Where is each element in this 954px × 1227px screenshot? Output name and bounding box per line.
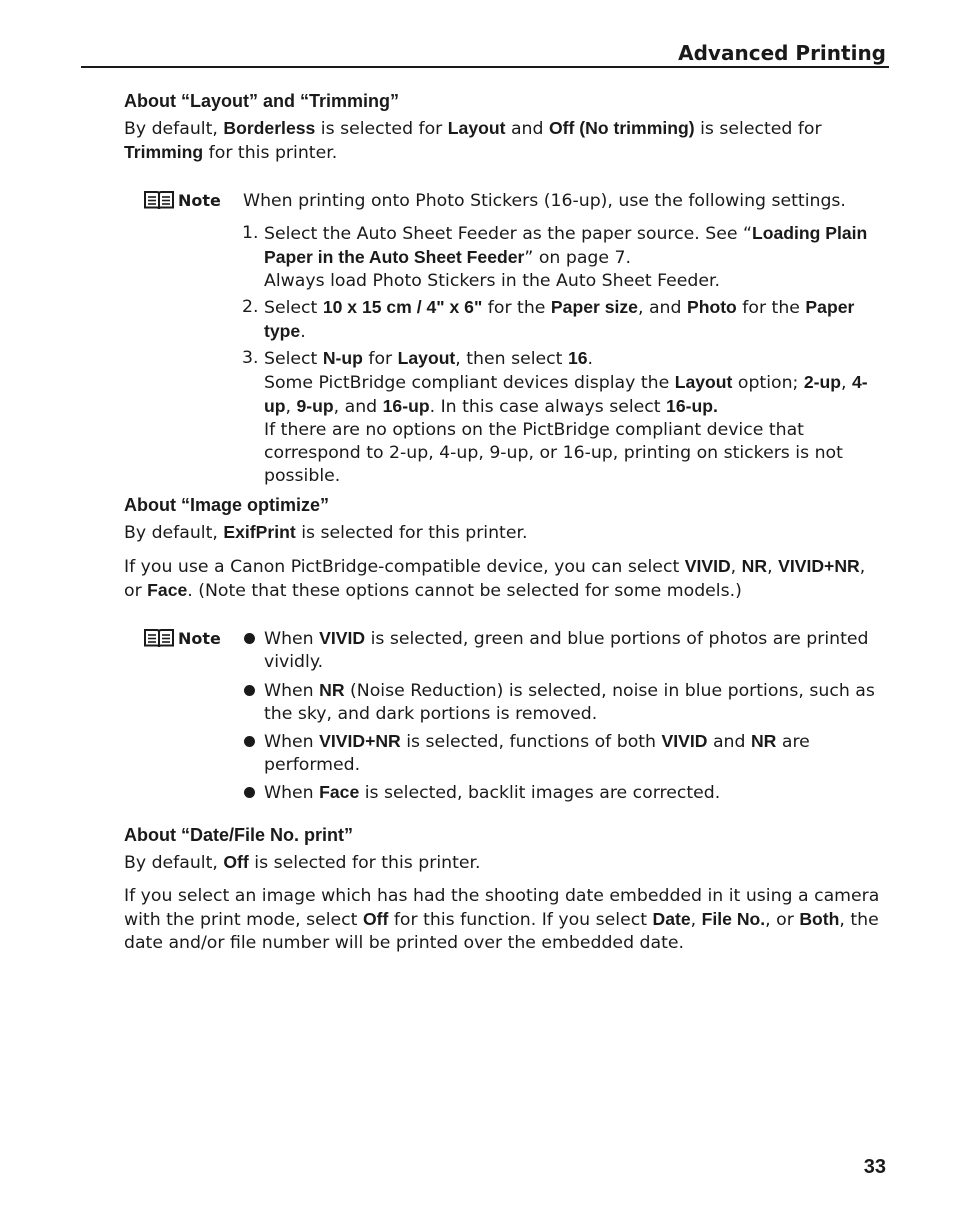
bullet-icon (244, 736, 255, 747)
section-heading-layout-trimming: About “Layout” and “Trimming” (124, 91, 399, 111)
page-number: 33 (863, 1156, 886, 1178)
list-item: When Face is selected, backlit images are corrected. (264, 781, 884, 805)
paragraph-layout-default: By default, Borderless is selected for Layout and Off (No trimming) is selected for Trimming for this printer. (124, 118, 822, 163)
note-marker (143, 627, 221, 649)
paragraph-exifprint-default: By default, ExifPrint is selected for this printer. (124, 522, 528, 543)
list-item: When NR (Noise Reduction) is selected, noise in blue portions, such as the sky, and dark portions is removed. (264, 679, 884, 726)
header-title: Advanced Printing (678, 41, 886, 65)
paragraph-pictbridge-options: If you use a Canon PictBridge-compatible device, you can select VIVID, NR, VIVID+NR, or Face. (Note that these options cannot be selected for some models.) (124, 556, 866, 601)
book-icon (143, 627, 175, 649)
header-rule (81, 66, 889, 68)
section-heading-image-optimize: About “Image optimize” (124, 495, 330, 515)
bullet-icon (244, 787, 255, 798)
list-item: When VIVID is selected, green and blue portions of photos are printed vividly. (264, 627, 884, 674)
note-label: Note (178, 628, 221, 648)
note-intro: When printing onto Photo Stickers (16-up), use the following settings. (243, 191, 846, 211)
note-marker (143, 189, 221, 211)
bullet-icon (244, 685, 255, 696)
paragraph-date-options: If you select an image which has had the shooting date embedded in it using a camera with the print mode, select Off for this function. If you select Date, File No., or Both, the date and/or file number will be printed over the embedded date. (124, 886, 880, 953)
section-heading-date-file-print: About “Date/File No. print” (124, 825, 353, 845)
bullet-icon (244, 633, 255, 644)
note-label: Note (178, 190, 221, 210)
paragraph-date-default: By default, Off is selected for this printer. (124, 852, 481, 873)
book-icon (143, 189, 175, 211)
list-item: 1. Select the Auto Sheet Feeder as the paper source. See “Loading Plain Paper in the Auto Sheet Feeder” on page 7. Always load Photo Stickers in the Auto Sheet Feeder. (242, 223, 868, 291)
list-item: 3. Select N-up for Layout, then select 16. Some PictBridge compliant devices display the Layout option; 2-up, 4-up, 9-up, and 16-up. In this case always select 16-up. If there are no options on the PictBridge compliant device that correspond to 2-up, 4-up, 9-up, or 16-up, printing on stickers is not possible. (242, 348, 868, 486)
list-item: 2. Select 10 x 15 cm / 4" x 6" for the Paper size, and Photo for the Paper type. (242, 297, 855, 342)
list-item: When VIVID+NR is selected, functions of both VIVID and NR are performed. (264, 730, 884, 777)
